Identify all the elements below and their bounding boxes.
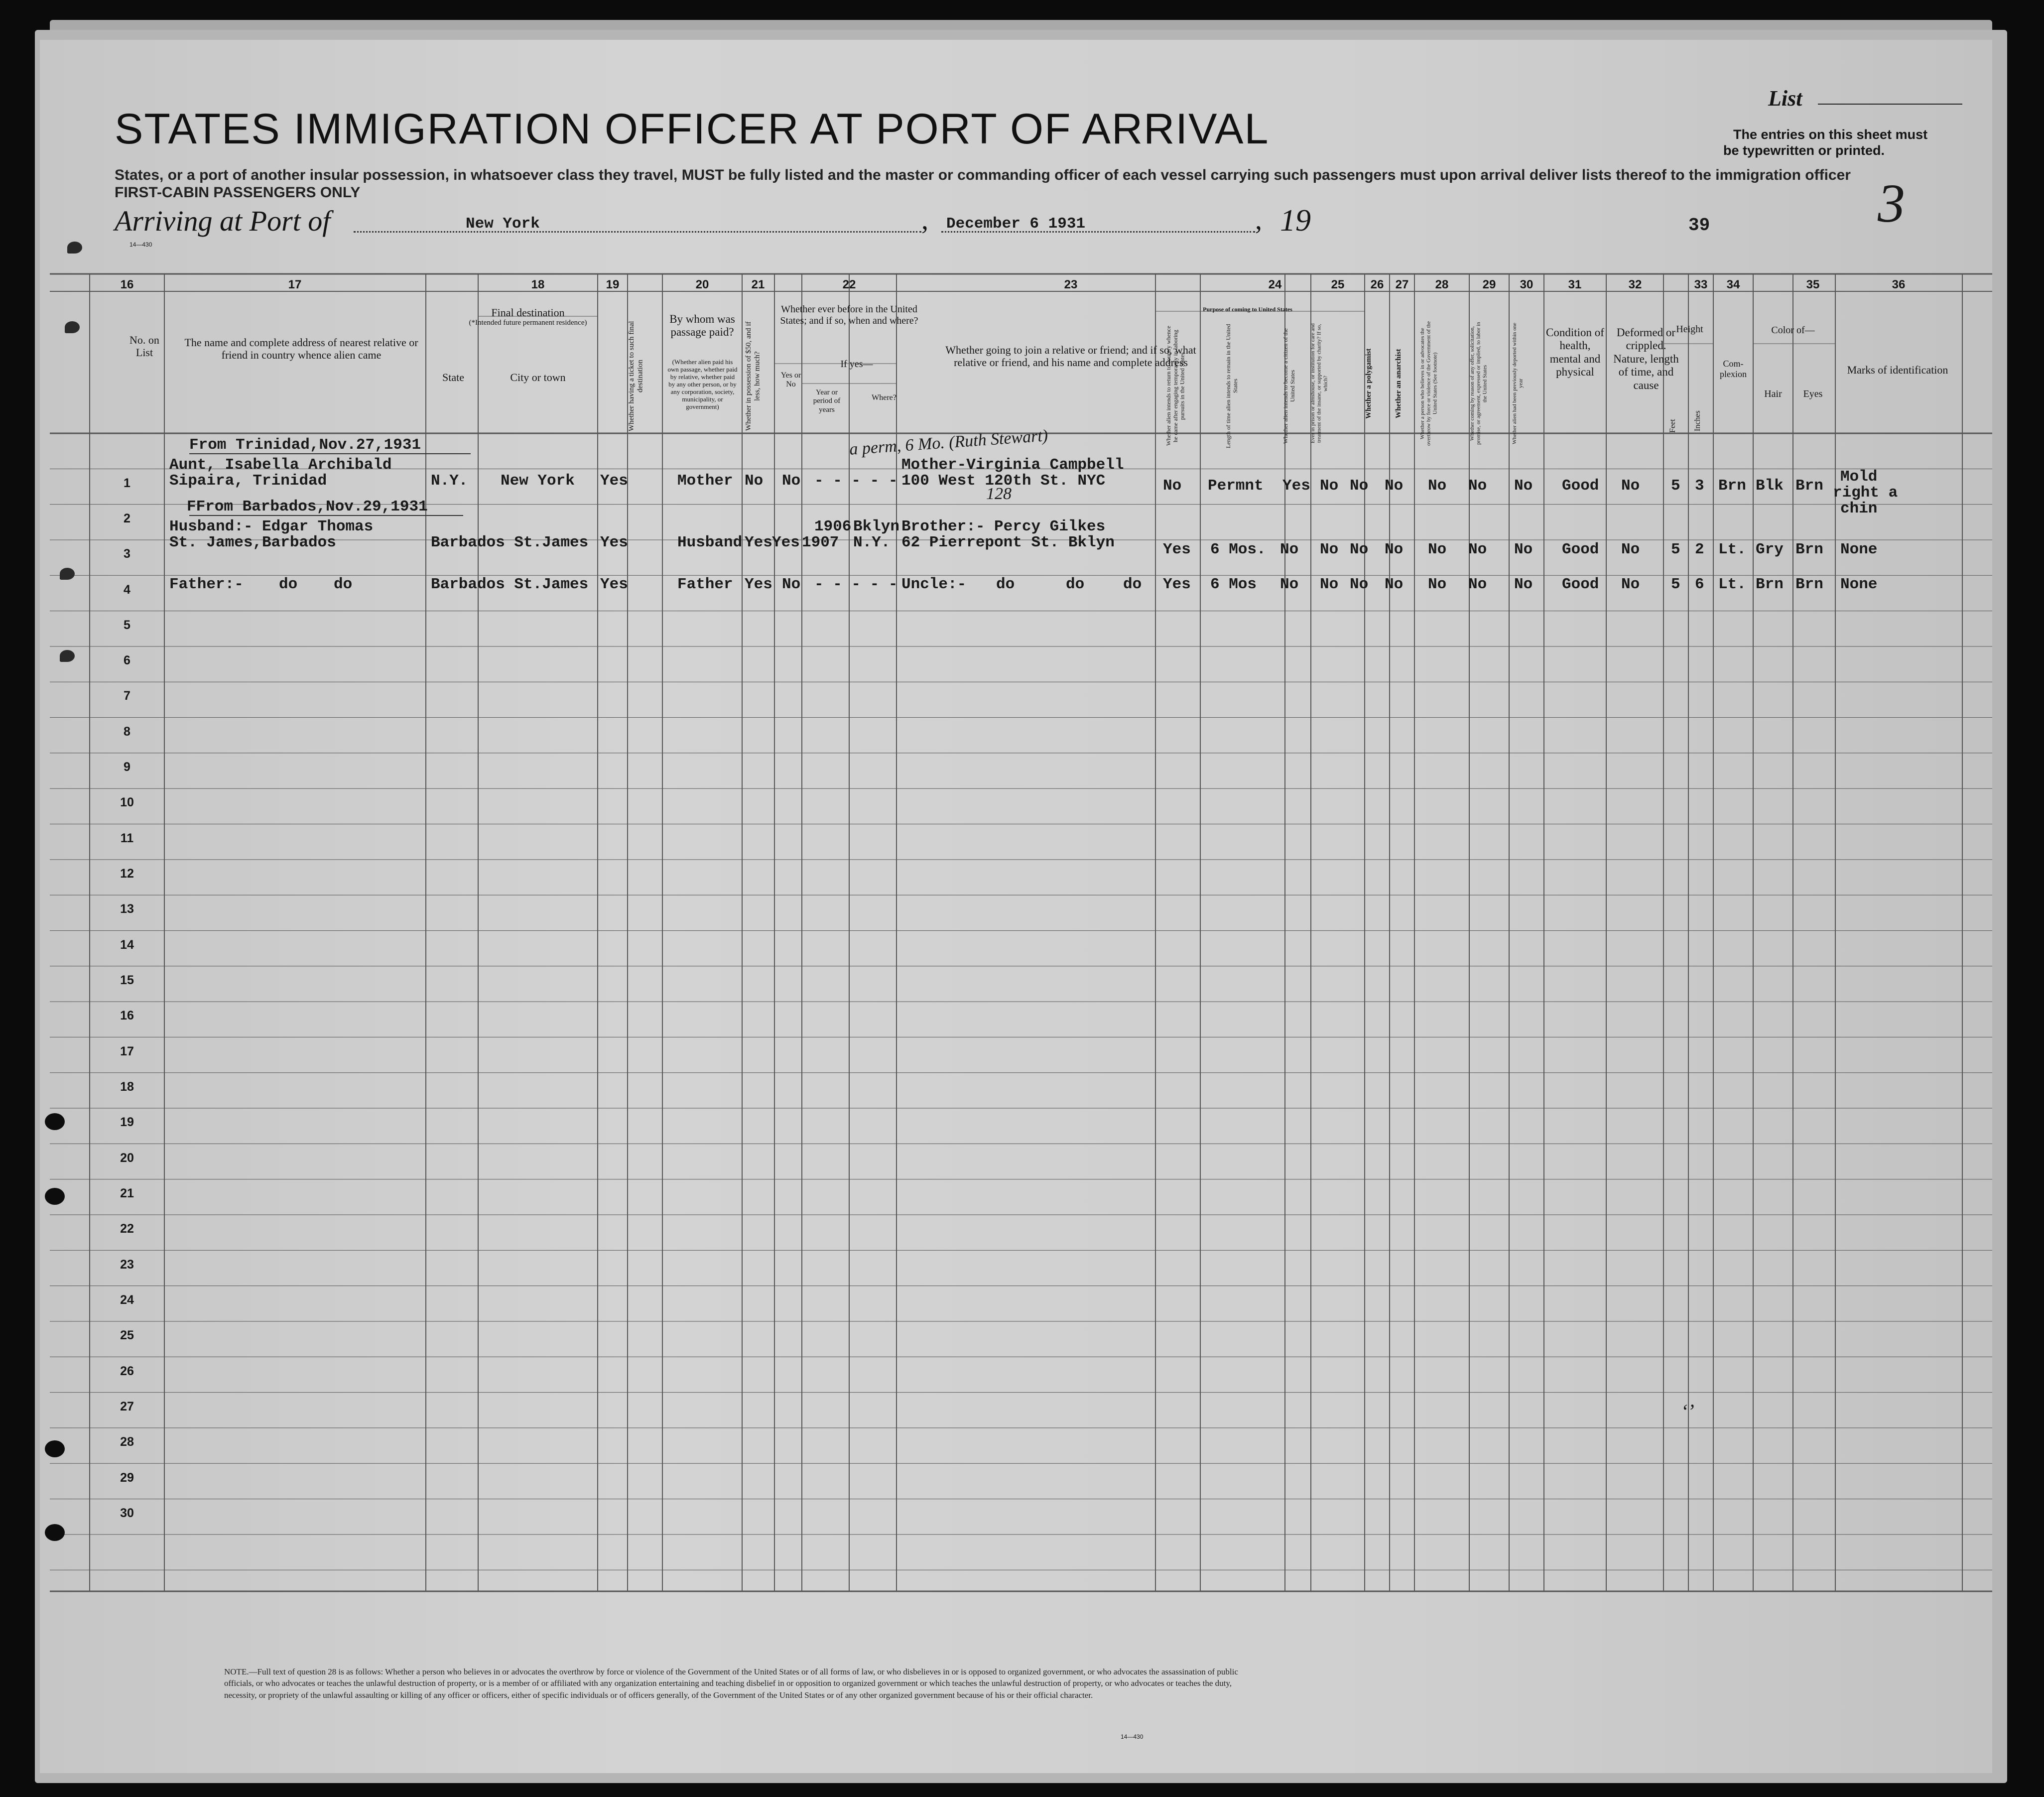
row-number: 7 [124,689,130,703]
r3-relative-name: Husband:- Edgar Thomas [169,518,374,535]
header-passage-paid: By whom was passage paid? [669,313,735,339]
r3-eyes: Brn [1795,541,1823,558]
r4-health: Good [1562,576,1599,593]
stray-mark: ʻʼ [1681,1400,1694,1422]
column-number: 17 [288,278,302,291]
r1-deformed: No [1621,477,1640,495]
r1-city: New York [501,472,575,490]
r1-eyes: Brn [1795,477,1823,495]
r1-length-of-stay: Permnt [1208,477,1264,495]
r3-ticket: Yes [600,534,628,551]
header-overthrow: Whether a person who believes in or advocates the overthrow by force or violence of the Government of the United States (See footnote) [1419,321,1438,446]
r3-return: Yes [1163,541,1191,558]
header-complexion: Com-plexion [1720,359,1747,379]
binder-notch [65,321,80,333]
header-deported: Whether alien had been previously deported within one year [1512,322,1524,445]
header-citizen-intent: Whether alien intends to become a citizen of the United States [1282,328,1296,444]
comma-2: , [1255,205,1262,236]
column-number: 20 [695,278,709,291]
row-number: 25 [120,1328,134,1343]
header-labor-offer: Whether coming by reason of any offer, solicitation, promise, or agreement, expressed or implied, to labor in the United States [1469,322,1488,445]
r3-where-2: N.Y. [853,534,891,551]
handwritten-sheet-number: 3 [1878,173,1905,234]
r4-marks: None [1840,576,1878,593]
r4-prison: No [1320,576,1339,593]
r4-ditto-2: do [334,576,353,593]
row-number: 18 [120,1080,134,1094]
form-number-top: 14—430 [129,241,152,248]
list-label: List [1768,86,1802,111]
r3-length-of-stay: 6 Mos. [1210,541,1266,558]
header-list-number: No. on List [129,334,159,359]
r3-citizen: No [1280,541,1299,558]
header-deformed: Deformed or crippled. Nature, length of time, and cause [1613,326,1679,391]
r1-hair: Blk [1756,477,1784,495]
r3-relative-address: St. James,Barbados [169,534,336,551]
form-number-bottom: 14—430 [1121,1733,1144,1740]
r4-eyes: Brn [1795,576,1823,593]
r3-join-name: Brother:- Percy Gilkes [901,518,1106,535]
r4-ditto-3: do [996,576,1015,593]
column-number: 30 [1520,278,1533,291]
column-number: 28 [1435,278,1449,291]
r1-labor-offer: No [1468,477,1487,495]
origin-trinidad: From Trinidad,Nov.27,1931 [189,436,421,454]
header-purpose: Purpose of coming to United States [1203,306,1292,313]
row-number: 16 [120,1009,134,1023]
r3-year-2: 1907 [802,534,839,551]
r4-destination: Barbados St.James [431,576,589,593]
r4-ever-before: No [782,576,801,593]
header-ticket: Whether having a ticket to such final destination [628,321,644,431]
r1-anarchist: No [1385,477,1404,495]
header-if-yes: If yes— [840,359,873,370]
origin-barbados: FFrom Barbados,Nov.29,1931 [187,498,428,515]
manifest-grid [40,40,1992,1773]
r1-state: N.Y. [431,472,468,490]
header-where: Where? [872,393,896,402]
header-marks: Marks of identification [1847,364,1948,376]
r3-passage-paid: Husband [677,534,743,551]
port-value: New York [466,215,540,233]
r1-money: No [745,472,764,490]
r3-hair: Gry [1756,541,1784,558]
r1-citizen: Yes [1282,477,1310,495]
r1-relative-name: Aunt, Isabella Archibald [169,456,392,474]
column-number: 18 [531,278,545,291]
r4-deformed: No [1621,576,1640,593]
r4-money: Yes [745,576,772,593]
header-year: Year or period of years [813,388,841,414]
r3-overthrow: No [1428,541,1447,558]
header-prison: Ever in prison or almshouse, or institution for care and treatment of the insane, or supported by charity? If so, which? [1310,323,1329,444]
r4-join: Uncle:- [901,576,967,593]
binder-notch [60,650,75,662]
column-number: 31 [1568,278,1582,291]
r4-passage-paid: Father [677,576,733,593]
row-number: 30 [120,1506,134,1520]
row-number: 1 [124,476,130,490]
column-number: 19 [606,278,620,291]
row-number: 4 [124,582,130,597]
r1-join-name: Mother-Virginia Campbell [901,456,1124,474]
r4-relative-name: Father:- [169,576,244,593]
r3-anarchist: No [1385,541,1404,558]
header-return-intent: Whether alien intends to return to country whence he came after engaging temporarily in laboring pursuits in the United States [1165,326,1186,446]
r1-join-address: 100 West 120th St. NYC [901,472,1106,490]
r4-complexion: Lt. [1718,576,1746,593]
row-number: 17 [120,1044,134,1058]
row-number: 19 [120,1115,134,1130]
row-number: 8 [124,724,130,739]
header-length-of-stay: Length of time alien intends to remain in the United States [1225,324,1239,448]
column-number: 23 [1064,278,1078,291]
r1-marks-1: Mold [1840,468,1878,486]
r3-labor-offer: No [1468,541,1487,558]
r3-complexion: Lt. [1718,541,1746,558]
r4-overthrow: No [1428,576,1447,593]
header-height: Height [1676,324,1703,335]
row-number: 23 [120,1257,134,1272]
r1-marks-2: right a [1833,484,1898,502]
header-final-destination: Final destination [491,306,565,319]
header-destination-note: (*Intended future permanent residence) [469,319,587,327]
r1-feet: 5 [1671,477,1680,495]
binder-hole [45,1524,65,1541]
header-state: State [442,371,464,384]
header-relative-abroad: The name and complete address of nearest relative or friend in country whence alien came [184,336,418,362]
r3-prison: No [1320,541,1339,558]
sheet-number: 39 [1688,215,1710,236]
typewritten-instruction-2: be typewritten or printed. [1723,143,1885,158]
subtitle-instructions: States, or a port of another insular possession, in whatsoever class they travel, MUST be fully listed and the master or commanding officer of each vessel carrying such passengers must upon arrival deliver lists thereof to the immigration officer [115,167,1851,183]
r3-join-address: 62 Pierrepont St. Bklyn [901,534,1115,551]
header-fifty-dollars: Whether in possession of $50, and if less, how much? [745,321,762,431]
header-feet: Feet [1668,419,1677,433]
header-anarchist: Whether an anarchist [1395,349,1403,418]
r4-ticket: Yes [600,576,628,593]
r1-polygamist: No [1350,477,1369,495]
r3-money: Yes [745,534,772,551]
r1-health: Good [1562,477,1599,495]
r1-ticket: Yes [600,472,628,490]
r1-dashes: - - - - - [814,472,898,490]
column-number: 16 [120,278,134,291]
year-prefix: 19 [1280,204,1311,238]
column-number: 34 [1726,278,1740,291]
r4-citizen: No [1280,576,1299,593]
r4-length-of-stay: 6 Mos [1210,576,1257,593]
origin-underline-1 [189,453,471,454]
binder-notch [60,568,75,580]
r3-marks: None [1840,541,1878,558]
typewritten-instruction-1: The entries on this sheet must [1733,127,1928,142]
subtitle-class: FIRST-CABIN PASSENGERS ONLY [115,184,361,201]
header-health: Condition of health, mental and physical [1546,326,1604,379]
row-number: 14 [120,937,134,952]
row-number: 11 [120,831,134,845]
r1-marks-3: chin [1840,500,1878,517]
header-polygamist: Whether a polygamist [1365,348,1373,419]
row-number: 20 [120,1151,134,1165]
r4-dashes: - - - - - [814,576,898,593]
r1-handwritten-note: a perm, 6 Mo. (Ruth Stewart) [849,426,1049,459]
row-number: 28 [120,1435,134,1449]
r4-hair: Brn [1756,576,1784,593]
r4-labor-offer: No [1468,576,1487,593]
row-number: 9 [124,760,130,774]
comma-1: , [921,205,928,236]
column-number: 32 [1628,278,1642,291]
r1-overthrow: No [1428,477,1447,495]
footnote-question-28: NOTE.—Full text of question 28 is as follows: Whether a person who believes in or advocates the overthrow by force or violence of the Government of the United States or of all forms of law, or who disbelieves in or is opposed to organized government, or who advocates the assassination of public officials, or who advocates or teaches the unlawful destruction of property, or is a member of or affiliated with any organization entertaining and teaching disbelief in or opposition to organized government or which teaches the unlawful destruction of property, or who advocates or teaches the duty, necessity, or propriety of the unlawful assaulting or killing of any officer or officers, either of specific individuals or of officers generally, of the Government of the United States or of any other organized government because of his or their official character. [224,1667,1238,1700]
r3-year-1: 1906 [814,518,852,535]
column-number: 22 [842,278,856,291]
r3-ever-before: Yes [772,534,800,551]
column-number: 25 [1331,278,1345,291]
column-number: 26 [1370,278,1384,291]
header-ever-before: Whether ever before in the United States; and if so, when and where? [780,304,918,326]
header-city: City or town [510,371,566,384]
r3-where-1: Bklyn [853,518,900,535]
header-inches: Inches [1693,410,1702,431]
r1-relative-address: Sipaira, Trinidad [169,472,327,490]
row-number: 22 [120,1222,134,1236]
r3-feet: 5 [1671,541,1680,558]
r3-deformed: No [1621,541,1640,558]
row-number: 15 [120,973,134,988]
row-number: 2 [124,511,130,525]
binder-notch [67,242,82,254]
page-title: STATES IMMIGRATION OFFICER AT PORT OF ARRIVAL [115,105,1270,153]
binder-hole [45,1188,65,1205]
r1-return: No [1163,477,1182,495]
r4-ditto-4: do [1066,576,1085,593]
r3-health: Good [1562,541,1599,558]
r3-polygamist: No [1350,541,1369,558]
r1-prison: No [1320,477,1339,495]
r3-deported: No [1514,541,1533,558]
r4-feet: 5 [1671,576,1680,593]
r4-polygamist: No [1350,576,1369,593]
r1-deported: No [1514,477,1533,495]
r1-inches: 3 [1695,477,1704,495]
r4-deported: No [1514,576,1533,593]
row-number: 3 [124,547,130,561]
arrival-date: December 6 1931 [946,215,1086,233]
row-number: 6 [124,653,130,668]
r1-handwritten-128: 128 [986,485,1012,503]
row-number: 27 [120,1399,134,1413]
header-eyes: Eyes [1803,388,1823,399]
r1-complexion: Brn [1718,477,1746,495]
column-number: 21 [751,278,765,291]
r3-destination: Barbados St.James [431,534,589,551]
column-number: 36 [1892,278,1906,291]
column-number: 24 [1268,278,1282,291]
manifest-sheet [40,40,1992,1773]
row-number: 5 [124,618,130,632]
origin-underline-2 [189,515,463,516]
arriving-label: Arriving at Port of [115,205,331,237]
header-color-of: Color of— [1771,325,1815,336]
r4-inches: 6 [1695,576,1704,593]
r4-anarchist: No [1385,576,1404,593]
column-number: 29 [1482,278,1496,291]
header-yes-no: Yes or No [780,371,801,389]
r4-return: Yes [1163,576,1191,593]
row-number: 26 [120,1364,134,1378]
r1-ever-before: No [782,472,801,490]
r4-ditto-5: do [1123,576,1142,593]
header-hair: Hair [1764,388,1782,399]
column-number: 33 [1694,278,1708,291]
binder-hole [45,1440,65,1457]
row-number: 24 [120,1292,134,1307]
column-number: 27 [1395,278,1409,291]
header-passage-note: (Whether alien paid his own passage, whether paid by relative, whether paid by any other person, or by any corporation, society, municipality, or government) [667,358,738,410]
r3-inches: 2 [1695,541,1704,558]
r4-ditto-1: do [279,576,298,593]
row-number: 13 [120,902,134,916]
r1-passage-paid: Mother [677,472,733,490]
row-number: 12 [120,867,134,881]
header-join-relative: Whether going to join a relative or friend; and if so, what relative or friend, and his name and complete address [945,344,1196,369]
row-number: 21 [120,1186,134,1200]
row-number: 29 [120,1470,134,1485]
row-number: 10 [120,795,134,810]
binder-hole [45,1113,65,1130]
column-number: 35 [1806,278,1820,291]
